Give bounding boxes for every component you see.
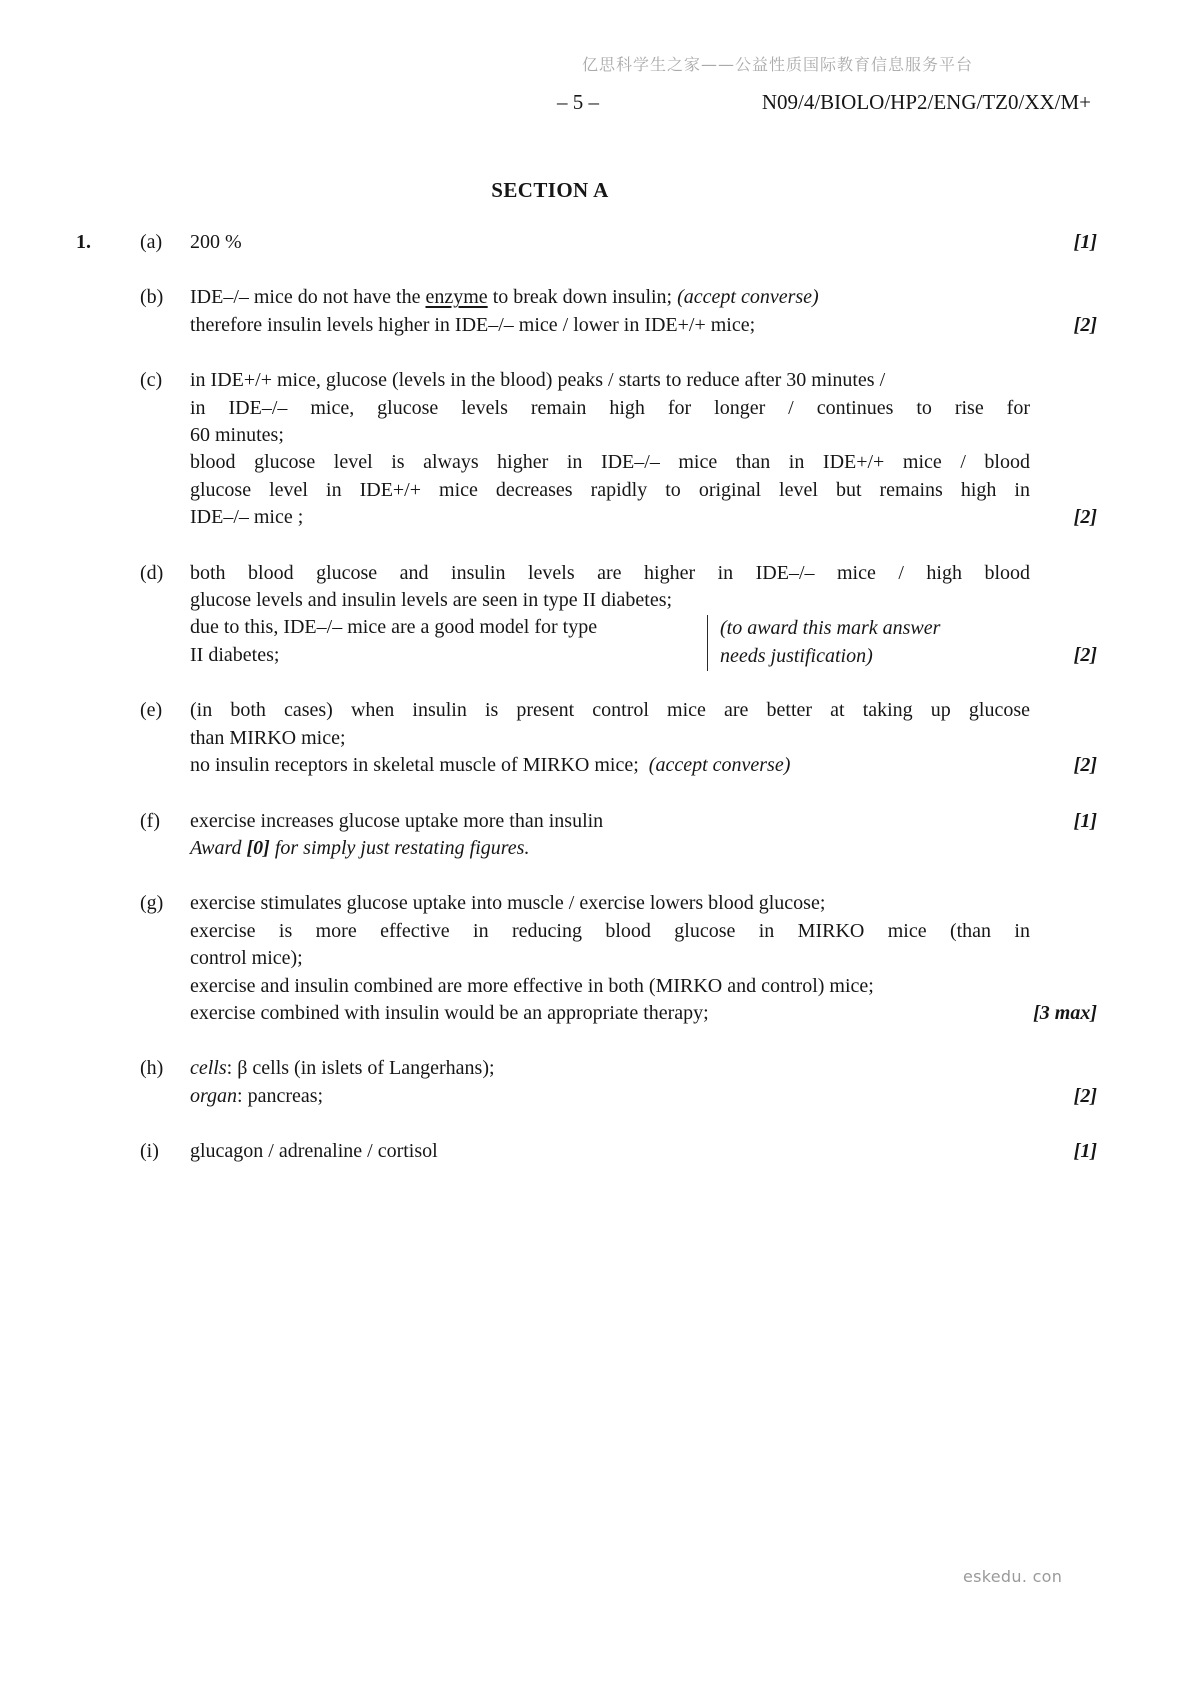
- examiner-note: (to award this mark answer: [707, 615, 940, 643]
- part-letter: (b): [140, 286, 164, 309]
- part-letter: (h): [140, 1057, 164, 1080]
- answer-text: glucose level in IDE+/+ mice decreases rapidly to original level but remains high in: [190, 478, 1030, 501]
- page-header: [0, 90, 1191, 118]
- answer-text: IDE–/– mice do not have the: [190, 286, 426, 309]
- answer-line: [190, 422, 1030, 449]
- answer-line: [190, 697, 1030, 724]
- mark-badge: [1]: [1073, 1140, 1097, 1163]
- mark-badge: [3 max]: [1033, 1001, 1097, 1024]
- answer-line: [190, 1055, 1030, 1082]
- question-part-c: [0, 367, 1191, 531]
- answer-text: exercise increases glucose uptake more than insulin: [190, 809, 604, 832]
- paper-code: N09/4/BIOLO/HP2/ENG/TZ0/XX/M+: [761, 90, 1091, 114]
- question-part-f: [0, 808, 1191, 863]
- answer-line: [190, 504, 1097, 531]
- question-part-i: [0, 1138, 1191, 1165]
- examiner-note: needs justification): [707, 643, 873, 671]
- mark-badge: [2]: [1073, 643, 1097, 666]
- question-part-h: [0, 1055, 1191, 1110]
- answer-text: IDE–/– mice ;: [190, 506, 304, 529]
- answer-line: [190, 890, 1030, 917]
- question-part-b: [0, 284, 1191, 339]
- answer-line: [190, 312, 1097, 339]
- page-number: – 5 –: [557, 90, 599, 114]
- answer-line: [190, 1083, 1097, 1110]
- answer-line: [190, 973, 1030, 1000]
- answer-text: due to this, IDE–/– mice are a good model for type: [190, 616, 598, 639]
- part-letter: (i): [140, 1140, 159, 1163]
- answer-line: [190, 918, 1030, 945]
- answer-line: [190, 835, 1030, 862]
- answer-line: [190, 725, 1030, 752]
- answer-line: [190, 449, 1030, 476]
- answer-text: (accept converse): [677, 286, 819, 309]
- answer-text: exercise and insulin combined are more effective in both (MIRKO and control) mice;: [190, 974, 874, 997]
- answer-line: [190, 752, 1097, 779]
- part-letter: (d): [140, 561, 164, 584]
- question-1: [0, 229, 1191, 1194]
- mark-badge: [2]: [1073, 313, 1097, 336]
- answer-text: control mice);: [190, 947, 303, 970]
- answer-text: therefore insulin levels higher in IDE–/– mice / lower in IDE+/+ mice;: [190, 313, 756, 336]
- answer-text: 60 minutes;: [190, 424, 284, 447]
- answer-text: no insulin receptors in skeletal muscle of MIRKO mice;: [190, 754, 649, 777]
- answer-line: [190, 367, 1030, 394]
- question-part-d: [0, 560, 1191, 670]
- part-letter: (g): [140, 892, 164, 915]
- answer-line: [190, 945, 1030, 972]
- answer-text: : β cells (in islets of Langerhans);: [226, 1057, 495, 1080]
- question-number: 1.: [76, 231, 91, 253]
- answer-line: [190, 284, 1030, 311]
- mark-badge: [2]: [1073, 1084, 1097, 1107]
- answer-text: exercise stimulates glucose uptake into muscle / exercise lowers blood glucose;: [190, 892, 826, 915]
- section-title: SECTION A: [491, 178, 609, 202]
- part-letter: (a): [140, 231, 163, 253]
- answer-text: : pancreas;: [237, 1084, 324, 1107]
- answer-text: [0]: [246, 836, 270, 859]
- footer-site: eskedu. con: [963, 1567, 1063, 1586]
- mark-badge: [1]: [1073, 231, 1097, 253]
- answer-text: for simply just restating figures.: [269, 836, 530, 859]
- answer-line: [190, 229, 1097, 256]
- answer-text: cells: [190, 1057, 227, 1080]
- answer-text: enzyme: [425, 286, 488, 309]
- answer-text: exercise combined with insulin would be an appropriate therapy;: [190, 1001, 709, 1024]
- answer-text: blood glucose level is always higher in IDE–/– mice than in IDE+/+ mice / blood: [190, 451, 1030, 474]
- answer-text: 200 %: [190, 231, 242, 253]
- answer-line: [190, 614, 1030, 641]
- answer-line: [190, 642, 1097, 669]
- answer-text: Award: [190, 836, 247, 859]
- answer-text: both blood glucose and insulin levels are higher in IDE–/– mice / high blood: [190, 561, 1030, 584]
- question-part-e: [0, 697, 1191, 779]
- answer-text: (accept converse): [648, 754, 791, 777]
- answer-line: [190, 1000, 1097, 1027]
- mark-badge: [2]: [1073, 506, 1097, 529]
- answer-text: II diabetes;: [190, 643, 280, 666]
- part-letter: (f): [140, 809, 160, 832]
- answer-line: [190, 560, 1030, 587]
- answer-line: [190, 395, 1030, 422]
- mark-badge: [2]: [1073, 754, 1097, 777]
- answer-text: (in both cases) when insulin is present control mice are better at taking up glucose: [190, 699, 1030, 722]
- question-part-a: [0, 229, 1191, 256]
- mark-badge: [1]: [1073, 809, 1097, 832]
- answer-text: exercise is more effective in reducing blood glucose in MIRKO mice (than in: [190, 919, 1030, 942]
- part-letter: (c): [140, 369, 163, 392]
- watermark-text: 亿思科学生之家——公益性质国际教育信息服务平台: [581, 55, 973, 74]
- question-part-g: [0, 890, 1191, 1027]
- answer-text: glucagon / adrenaline / cortisol: [190, 1140, 438, 1163]
- answer-text: to break down insulin;: [487, 286, 678, 309]
- answer-text: in IDE–/– mice, glucose levels remain high for longer / continues to rise for: [190, 396, 1030, 419]
- answer-line: [190, 587, 1030, 614]
- answer-line: [190, 808, 1097, 835]
- answer-line: [190, 1138, 1097, 1165]
- answer-text: in IDE+/+ mice, glucose (levels in the blood) peaks / starts to reduce after 30 minutes /: [190, 369, 886, 392]
- answer-text: organ: [190, 1084, 238, 1107]
- answer-line: [190, 477, 1030, 504]
- part-letter: (e): [140, 699, 163, 722]
- answer-text: glucose levels and insulin levels are seen in type II diabetes;: [190, 589, 673, 612]
- answer-text: than MIRKO mice;: [190, 726, 346, 749]
